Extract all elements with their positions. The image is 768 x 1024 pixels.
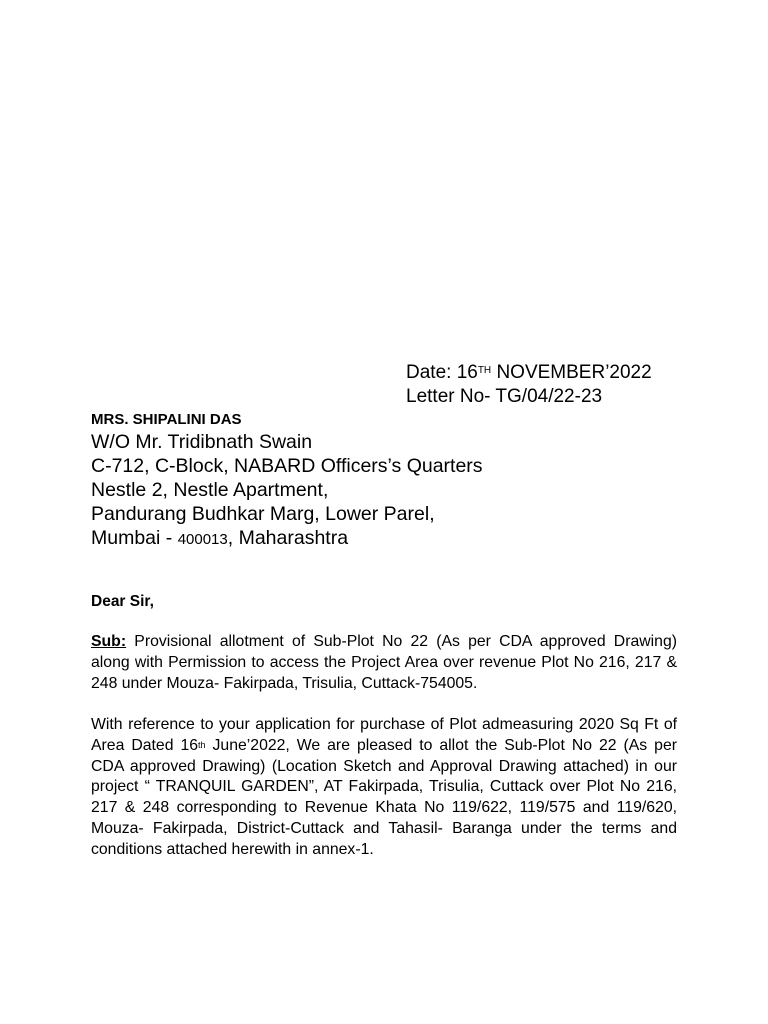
subject-text: Provisional allotment of Sub-Plot No 22 (As per CDA approved Drawing) along with Permission to access the Project Area over revenue Plot No 216, 217 & 248 under Mouza- Fakirpada, Trisulia, Cuttack-754005. bbox=[91, 633, 677, 692]
body-text-part-1: With reference to your application for purchase of Plot admeasuring 2020 Sq Ft of Area Dated 16 bbox=[91, 716, 677, 754]
addressee-line-5 bbox=[91, 526, 483, 552]
addressee-block bbox=[91, 410, 483, 552]
date-month-year: NOVEMBER’2022 bbox=[491, 362, 652, 383]
addressee-name: MRS. SHIPALINI DAS bbox=[91, 411, 242, 428]
addressee-line-3: Nestle 2, Nestle Apartment, bbox=[91, 479, 329, 501]
date-prefix: Date: 16 bbox=[406, 362, 478, 383]
subject-label: Sub: bbox=[91, 633, 127, 650]
body-paragraph bbox=[91, 715, 677, 861]
body-text-part-2: June’2022, We are pleased to allot the Sub-Plot No 22 (As per CDA approved Drawing) (Location Sketch and Approval Drawing attached) in our project “ TRANQUIL GARDEN”, AT Fakirpada, Trisulia, Cuttack over Plot No 216, 217 & 248 corresponding to Revenue Khata No 119/622, 119/575 and 119/620, Mouza- Fakirpada, District-Cuttack and Tahasil- Baranga under the terms and conditions attached herewith in annex-1. bbox=[91, 736, 678, 858]
letter-date bbox=[406, 361, 652, 385]
subject-paragraph bbox=[91, 632, 677, 694]
body-ordinal-suffix: th bbox=[198, 739, 206, 750]
salutation: Dear Sir, bbox=[91, 593, 154, 610]
addressee-line-1: W/O Mr. Tridibnath Swain bbox=[91, 431, 313, 453]
addressee-state: , Maharashtra bbox=[227, 527, 349, 549]
addressee-city: Mumbai - bbox=[91, 527, 178, 549]
addressee-line-2: C-712, C-Block, NABARD Officers’s Quarters bbox=[91, 455, 483, 477]
date-block bbox=[406, 361, 652, 409]
letter-number: Letter No- TG/04/22-23 bbox=[406, 386, 603, 407]
date-ordinal-suffix: TH bbox=[477, 365, 492, 376]
addressee-line-4: Pandurang Budhkar Marg, Lower Parel, bbox=[91, 503, 435, 525]
addressee-pincode: 400013 bbox=[177, 531, 228, 548]
